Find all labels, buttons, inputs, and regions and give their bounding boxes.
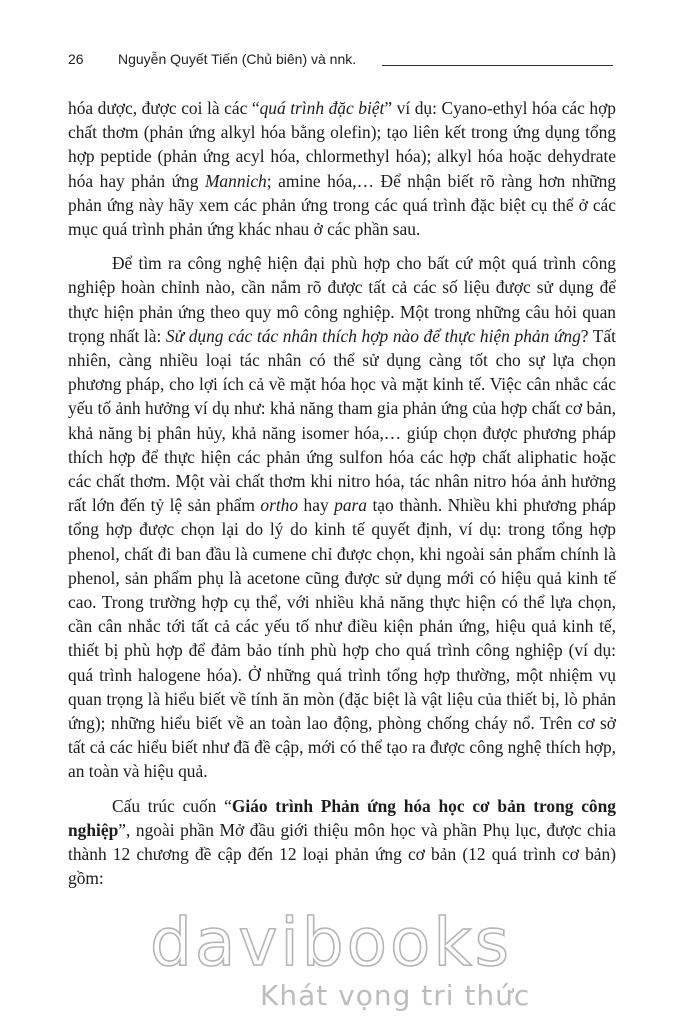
para2-text-3: hay bbox=[298, 495, 335, 516]
paragraph-2 bbox=[68, 251, 616, 783]
header-rule bbox=[382, 65, 613, 66]
paragraph-3 bbox=[68, 794, 616, 891]
para3-text-1: Cấu trúc cuốn “ bbox=[112, 795, 232, 816]
para2-text-2: ? Tất nhiên, càng nhiều loại tác nhân có thể sử dụng càng tốt cho sự lựa chọn phương pháp, cho lợi ích cả về mặt hóa học và mặt kinh tế. Việc cân nhắc các yếu tố ảnh hưởng ví dụ như: khả năng tham gia phản ứng của hợp chất cơ bản, khả năng bị phân hủy, khả năng isomer hóa,… giúp chọn được phương pháp thích hợp để thực hiện các phản ứng sulfon hóa các hợp chất aliphatic hoặc các chất thơm. Một vài chất thơm khi nitro hóa, tác nhân nitro hóa ảnh hưởng rất lớn đến tỷ lệ sản phẩm bbox=[68, 325, 616, 516]
running-head: Nguyễn Quyết Tiến (Chủ biên) và nnk. bbox=[118, 51, 357, 67]
watermark-brand: davibooks bbox=[150, 904, 512, 981]
para3-text-2: ”, ngoài phần Mở đầu giới thiệu môn học và phần Phụ lục, được chia thành 12 chương đề cập đến 12 loại phản ứng cơ bản (12 quá trình cơ bản) gồm: bbox=[68, 819, 616, 889]
para1-italic-special-process: quá trình đặc biệt bbox=[259, 98, 385, 118]
para2-italic-ortho: ortho bbox=[260, 495, 299, 516]
para2-text-1: Để tìm ra công nghệ hiện đại phù hợp cho bất cứ một quá trình công nghiệp hoàn chỉnh nào, cần nắm rõ được tất cả các số liệu được sử dụng để thực hiện phản ứng theo quy mô công nghiệp. Một trong những câu hỏi quan trọng nhất là: bbox=[68, 253, 616, 346]
para1-text-3: ; amine hóa,… Để nhận biết rõ ràng hơn những phản ứng này hãy xem các phản ứng trong các quá trình đặc biệt cụ thể ở các mục quá trình phản ứng khác nhau ở các phần sau. bbox=[68, 170, 616, 240]
watermark bbox=[150, 904, 580, 1018]
page-header bbox=[68, 50, 613, 72]
para2-italic-question: Sử dụng các tác nhân thích hợp nào để thực hiện phản ứng bbox=[165, 325, 581, 346]
paragraph-1 bbox=[68, 96, 616, 241]
para2-text-4: tạo thành. Nhiều khi phương pháp tổng hợp được chọn lại do lý do kinh tế quyết định, ví dụ: trong tổng hợp phenol, chất đi ban đầu là cumene chỉ được chọn, khi ngoài sản phẩm chính là phenol, sản phẩm phụ là acetone cũng được sử dụng mới có hiệu quả kinh tế cao. Trong trường hợp cụ thể, với nhiều khả năng thực hiện có thể lựa chọn, cần cân nhắc tới tất cả các yếu tố như điều kiện phản ứng, hiệu quả kinh tế, thiết bị phù hợp để đảm bảo tính phù hợp cho quá trình công nghiệp (ví dụ: quá trình halogene hóa). Ở những quá trình tổng hợp thường, một nhiệm vụ quan trọng là hiểu biết về tính ăn mòn (đặc biệt là vật liệu của thiết bị, lò phản ứng); những hiểu biết về an toàn lao động, phòng chống cháy nổ. Trên cơ sở tất cả các hiểu biết như đã đề cập, mới có thể tạo ra được công nghệ thích hợp, an toàn và hiệu quả. bbox=[68, 495, 616, 782]
para1-italic-mannich: Mannich bbox=[204, 170, 267, 191]
para3-bold-book-title: Giáo trình Phản ứng hóa học cơ bản trong công nghiệp bbox=[68, 795, 616, 840]
para2-italic-para: para bbox=[334, 495, 367, 516]
page-number: 26 bbox=[68, 51, 84, 67]
para1-text-1: hóa dược, được coi là các “ bbox=[68, 98, 260, 118]
body-text bbox=[68, 96, 616, 891]
watermark-slogan: Khát vọng tri thức bbox=[260, 979, 531, 1012]
para1-text-2: ” ví dụ: Cyano-ethyl hóa các hợp chất thơm (phản ứng alkyl hóa bằng olefin); tạo liên kết trong ứng dụng tổng hợp peptide (phản ứng acyl hóa, chlormethyl hóa); alkyl hóa hoặc dehydrate hóa hay phản ứng bbox=[68, 98, 616, 191]
